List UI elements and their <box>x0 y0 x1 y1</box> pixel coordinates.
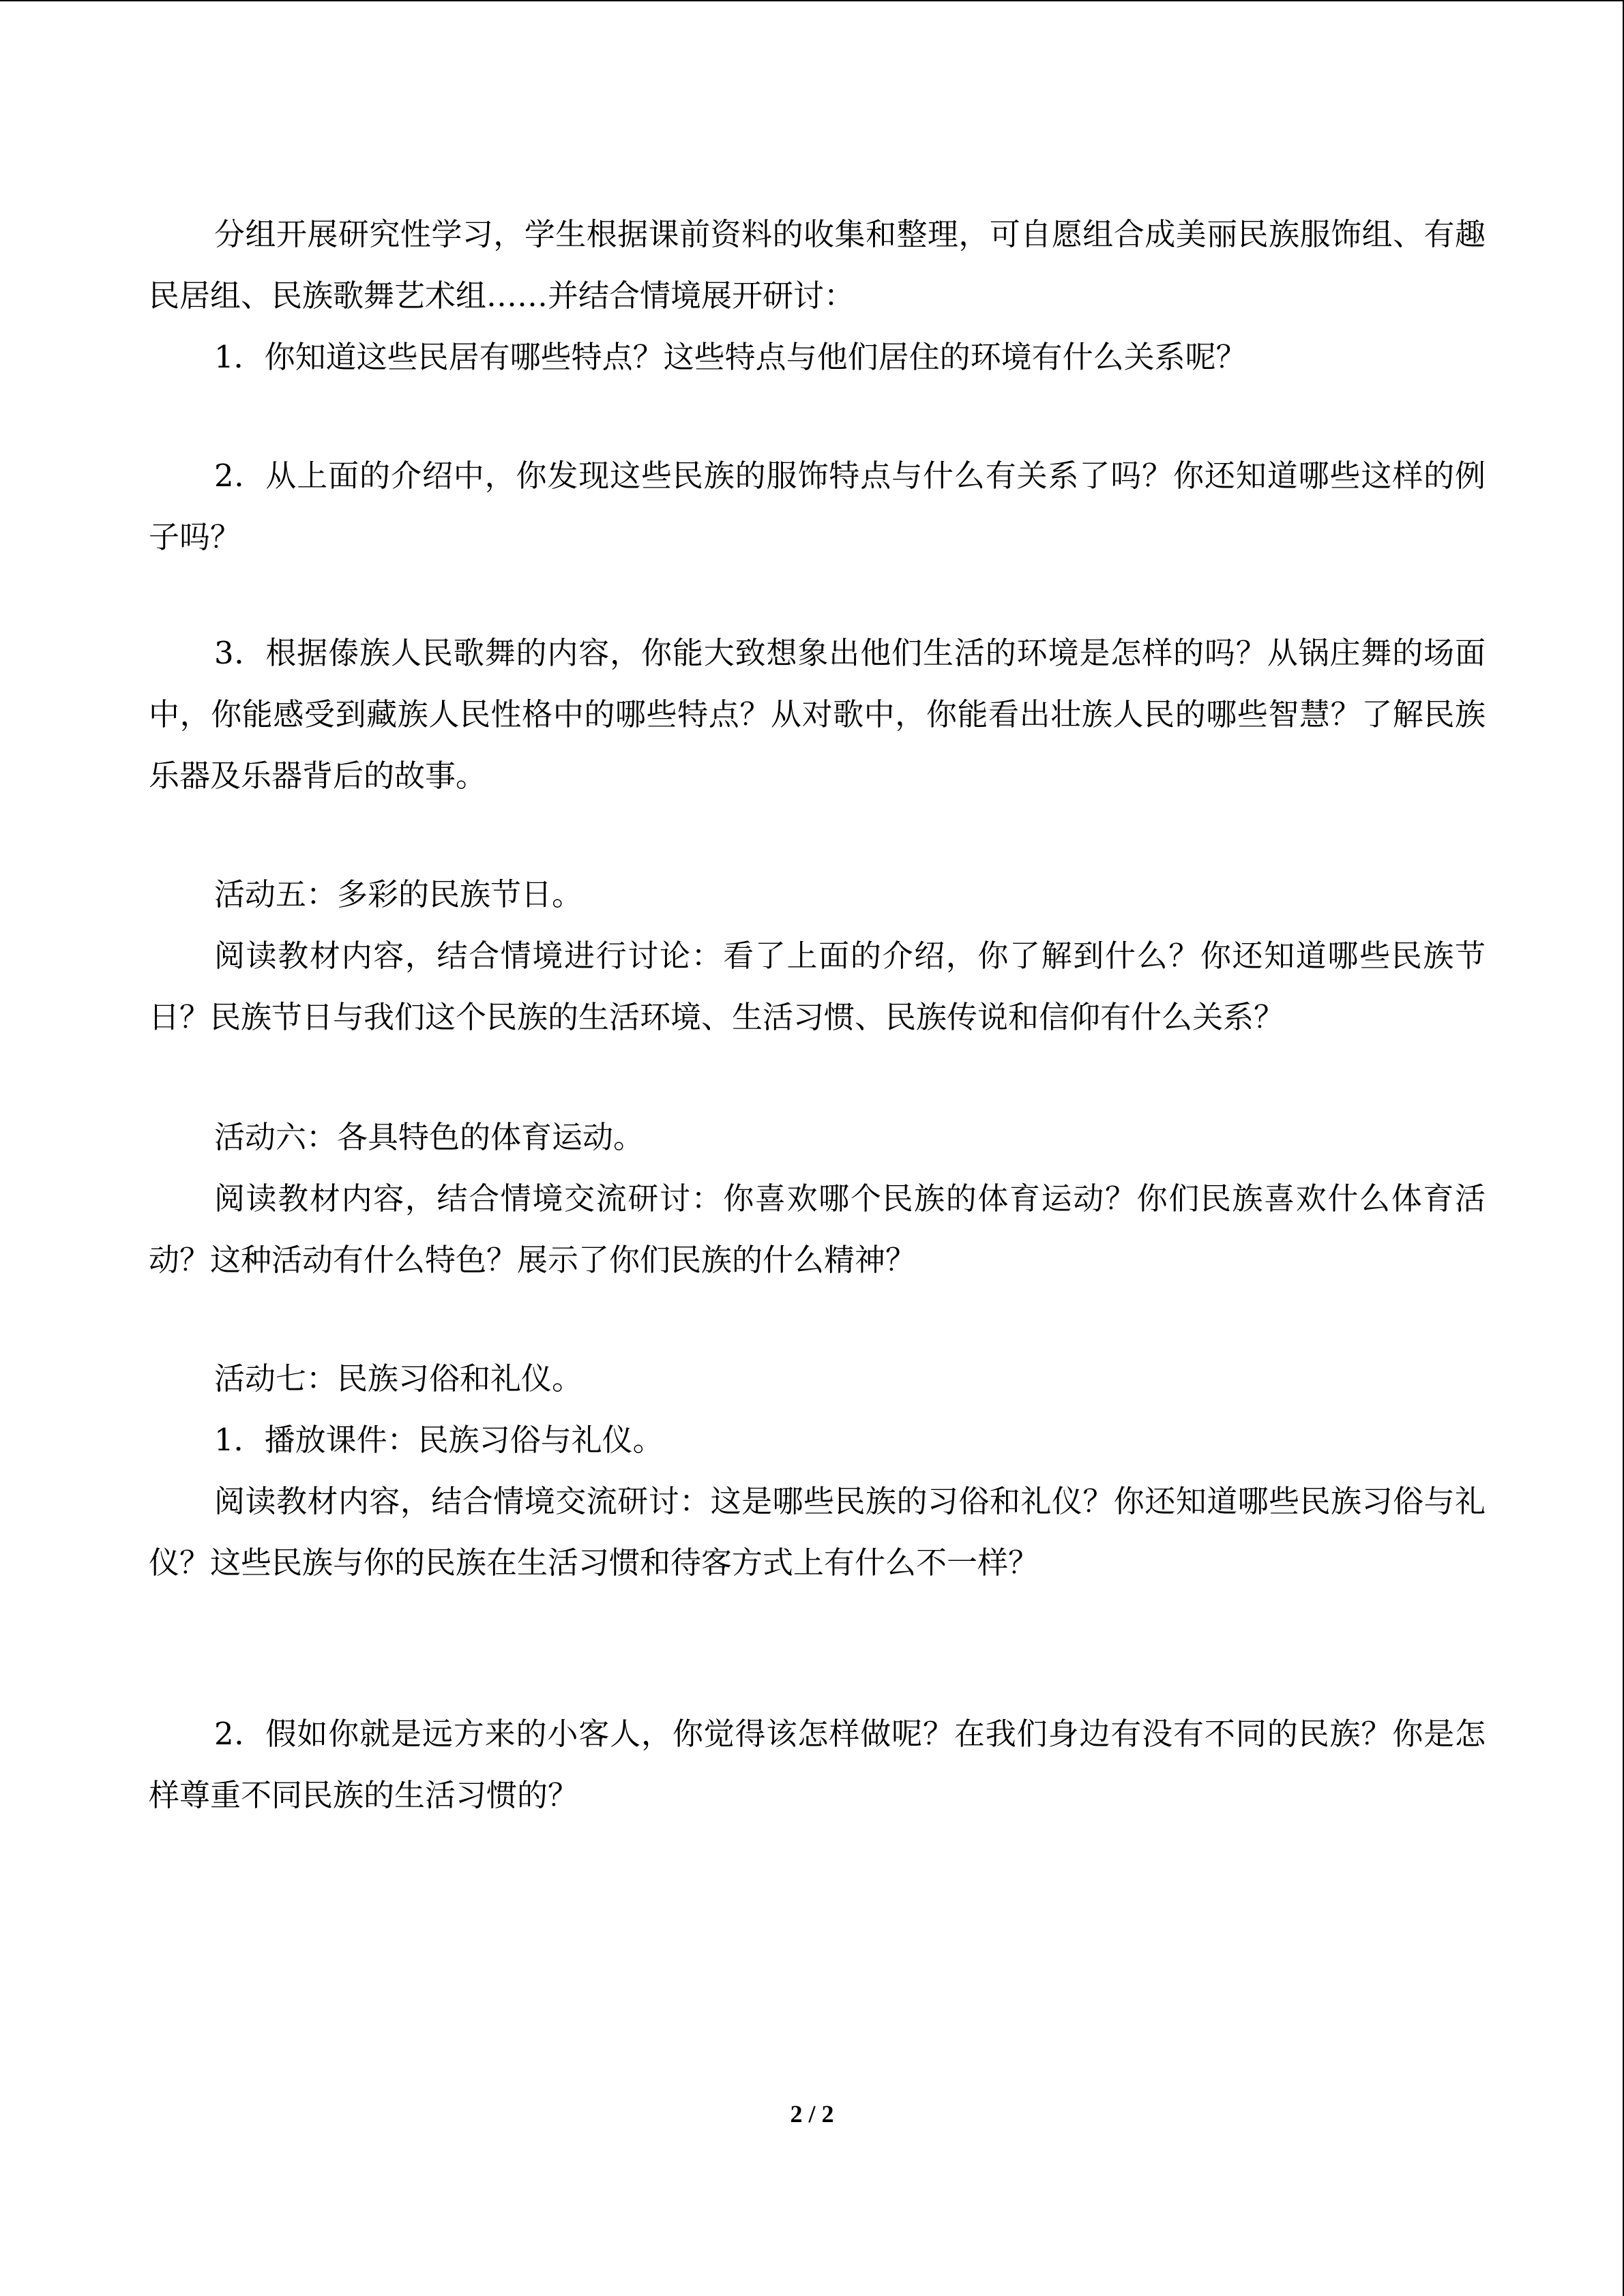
question-dwellings: 1．你知道这些民居有哪些特点？这些特点与他们居住的环境有什么关系呢？ <box>214 339 1247 375</box>
activity-five-text: 阅读教材内容，结合情境进行讨论：看了上面的介绍，你了解到什么？你还知道哪些民族节日？民族节日与我们这个民族的生活环境、生活习惯、民族传说和信仰有什么关系？ <box>149 938 1486 1035</box>
question-clothing: 2．从上面的介绍中，你发现这些民族的服饰特点与什么有关系了吗？你还知道哪些这样的例子吗？ <box>149 458 1486 555</box>
activity-seven-courseware: 1．播放课件：民族习俗与礼仪。 <box>214 1422 664 1458</box>
activity-seven-heading: 活动七：民族习俗和礼仪。 <box>214 1360 583 1397</box>
question-guest: 2．假如你就是远方来的小客人，你觉得该怎样做呢？在我们身边有没有不同的民族？你是怎样尊重不同民族的生活习惯的？ <box>149 1716 1486 1813</box>
paragraph-group-study: 分组开展研究性学习，学生根据课前资料的收集和整理，可自愿组合成美丽民族服饰组、有趣民居组、民族歌舞艺术组……并结合情境展开研讨： <box>149 216 1486 314</box>
question-songs-dances: 3．根据傣族人民歌舞的内容，你能大致想象出他们生活的环境是怎样的吗？从锅庄舞的场面中，你能感受到藏族人民性格中的哪些特点？从对歌中，你能看出壮族人民的哪些智慧？了解民族乐器及乐器背后的故事。 <box>149 635 1486 794</box>
activity-five-heading: 活动五：多彩的民族节日。 <box>214 876 583 912</box>
page-number: 2 / 2 <box>790 2100 834 2128</box>
activity-seven-text: 阅读教材内容，结合情境交流研讨：这是哪些民族的习俗和礼仪？你还知道哪些民族习俗与礼仪？这些民族与你的民族在生活习惯和待客方式上有什么不一样？ <box>149 1483 1486 1581</box>
activity-six-heading: 活动六：各具特色的体育运动。 <box>214 1119 645 1155</box>
activity-six-text: 阅读教材内容，结合情境交流研讨：你喜欢哪个民族的体育运动？你们民族喜欢什么体育活动？这种活动有什么特色？展示了你们民族的什么精神？ <box>149 1180 1486 1278</box>
